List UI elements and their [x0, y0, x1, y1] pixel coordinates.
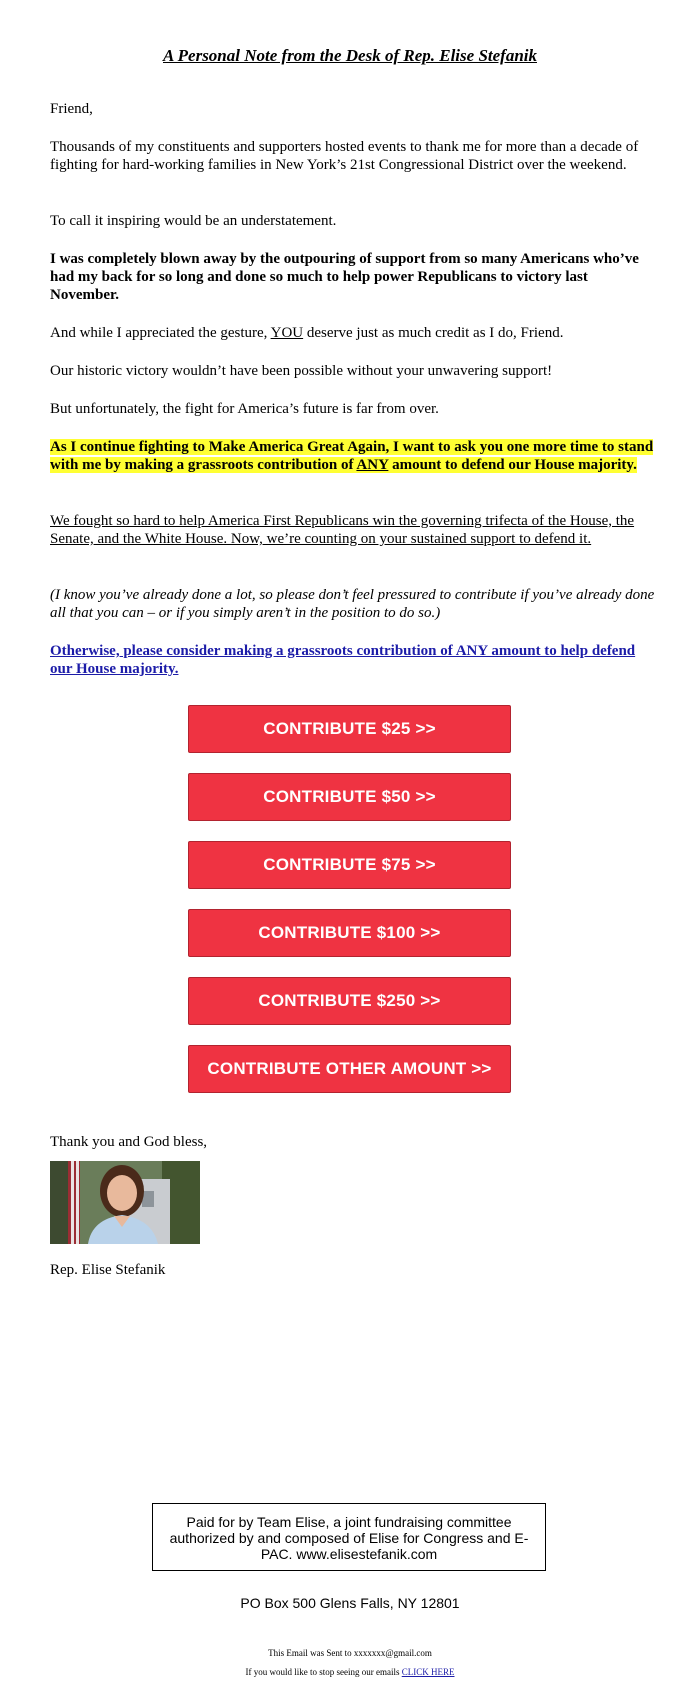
paragraph-1: Thousands of my constituents and supporters hosted events to thank me for more than a decade of fighting for hard-working families in New York’s 21st Congressional District over the weekend.	[50, 139, 639, 173]
paragraph-6: But unfortunately, the fight for America’s future is far from over.	[50, 401, 439, 417]
paragraph-4: And while I appreciated the gesture, YOU deserve just as much credit as I do, Friend.	[50, 325, 564, 341]
contribute-50-button[interactable]: CONTRIBUTE $50 >>	[188, 773, 511, 821]
contribution-link[interactable]: Otherwise, please consider making a grassroots contribution of ANY amount to help defend our House majority.	[50, 643, 636, 677]
you-emphasis: YOU	[270, 325, 304, 341]
contribute-100-button[interactable]: CONTRIBUTE $100 >>	[188, 909, 511, 957]
highlighted-appeal: As I continue fighting to Make America Great Again, I want to ask you one more time to stand with me by making a grassroots contribution of ANY amount to defend our House majority.	[50, 439, 654, 473]
portrait-image	[50, 1161, 200, 1244]
closing-text: Thank you and God bless,	[50, 1134, 208, 1150]
sent-to-notice: This Email was Sent to xxxxxxx@gmail.com	[268, 1648, 432, 1658]
page-title: A Personal Note from the Desk of Rep. Elise Stefanik	[163, 46, 537, 65]
paragraph-3: I was completely blown away by the outpouring of support from so many Americans who’ve had my back for so long and done so much to help power Republicans to victory last November.	[50, 251, 639, 303]
paragraph-5: Our historic victory wouldn’t have been possible without your unwavering support!	[50, 363, 553, 379]
paragraph-2: To call it inspiring would be an understatement.	[50, 213, 337, 229]
contribute-25-button[interactable]: CONTRIBUTE $25 >>	[188, 705, 511, 753]
unsubscribe-link[interactable]: CLICK HERE	[401, 1667, 455, 1677]
portrait-photo	[50, 1161, 200, 1244]
contribution-link-paragraph	[50, 642, 655, 678]
contribute-250-button[interactable]: CONTRIBUTE $250 >>	[188, 977, 511, 1025]
paragraph-trifecta: We fought so hard to help America First Republicans win the governing trifecta of the House, the Senate, and the White House. Now, we’re counting on your sustained support to defend it.	[50, 513, 635, 547]
any-emphasis: ANY	[356, 457, 389, 473]
paragraph-disclaimer: (I know you’ve already done a lot, so please don’t feel pressured to contribute if you’ve already done all that you can – or if you simply aren’t in the position to do so.)	[50, 587, 655, 621]
signature-name: Rep. Elise Stefanik	[50, 1262, 166, 1278]
unsubscribe-line: If you would like to stop seeing our emails CLICK HERE	[245, 1667, 455, 1677]
contribute-75-button[interactable]: CONTRIBUTE $75 >>	[188, 841, 511, 889]
mailing-address: PO Box 500 Glens Falls, NY 12801	[240, 1595, 460, 1611]
paid-for-disclaimer: Paid for by Team Elise, a joint fundraising committee authorized by and composed of Elise for Congress and E-PAC. www.elisestefanik.com	[152, 1503, 546, 1571]
contribute-other-button[interactable]: CONTRIBUTE OTHER AMOUNT >>	[188, 1045, 511, 1093]
greeting: Friend,	[50, 101, 93, 117]
